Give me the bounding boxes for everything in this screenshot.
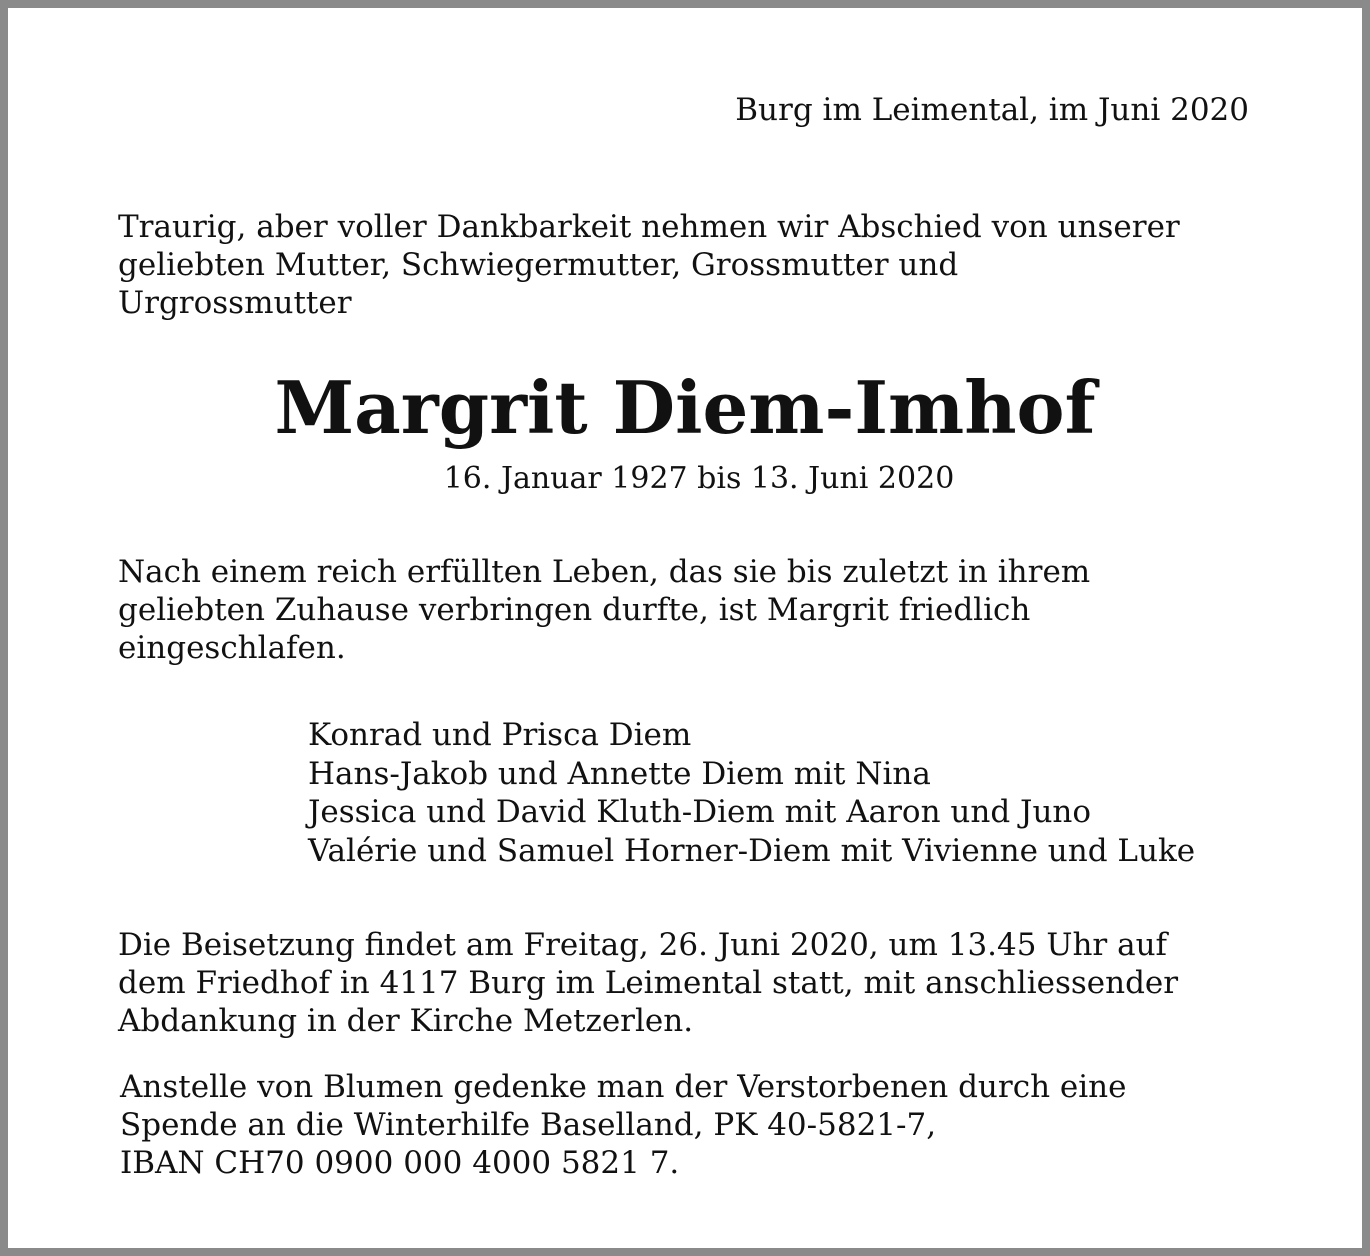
mourner-entry: Konrad und Prisca Diem [308,717,692,753]
intro-text [118,208,1268,322]
donation-notice [120,1068,1240,1182]
obituary-page [8,8,1362,1248]
funeral-notice [118,926,1248,1040]
place-date: Burg im Leimental, im Juni 2020 [735,92,1249,128]
life-dates: 16. Januar 1927 bis 13. Juni 2020 [443,461,955,496]
mourner-entry: Valérie und Samuel Horner-Diem mit Vivienne und Luke [308,832,1196,869]
life-line: geliebten Zuhause verbringen durfte, ist Margrit friedlich [118,592,1031,628]
funeral-line: dem Friedhof in 4117 Burg im Leimental statt, mit anschliessender [118,965,1179,1001]
intro-line: Urgrossmutter [118,285,352,321]
intro-line: geliebten Mutter, Schwiegermutter, Grossmutter und [118,247,959,283]
mourners-list [308,716,1268,870]
mourner-entry: Jessica und David Kluth-Diem mit Aaron und Juno [308,794,1092,830]
life-text [118,553,1218,667]
intro-line: Traurig, aber voller Dankbarkeit nehmen wir Abschied von unserer [118,209,1180,245]
donation-line: Spende an die Winterhilfe Baselland, PK 40-5821-7, [120,1107,937,1143]
funeral-line: Abdankung in der Kirche Metzerlen. [118,1003,694,1039]
donation-line: Anstelle von Blumen gedenke man der Verstorbenen durch eine [120,1069,1127,1105]
life-line: Nach einem reich erfüllten Leben, das sie bis zuletzt in ihrem [118,554,1091,590]
deceased-name: Margrit Diem-Imhof [274,365,1096,450]
donation-line: IBAN CH70 0900 000 4000 5821 7. [120,1145,680,1181]
life-line: eingeschlafen. [118,630,346,666]
mourner-entry: Hans-Jakob und Annette Diem mit Nina [308,755,931,792]
funeral-line: Die Beisetzung findet am Freitag, 26. Juni 2020, um 13.45 Uhr auf [118,927,1168,963]
